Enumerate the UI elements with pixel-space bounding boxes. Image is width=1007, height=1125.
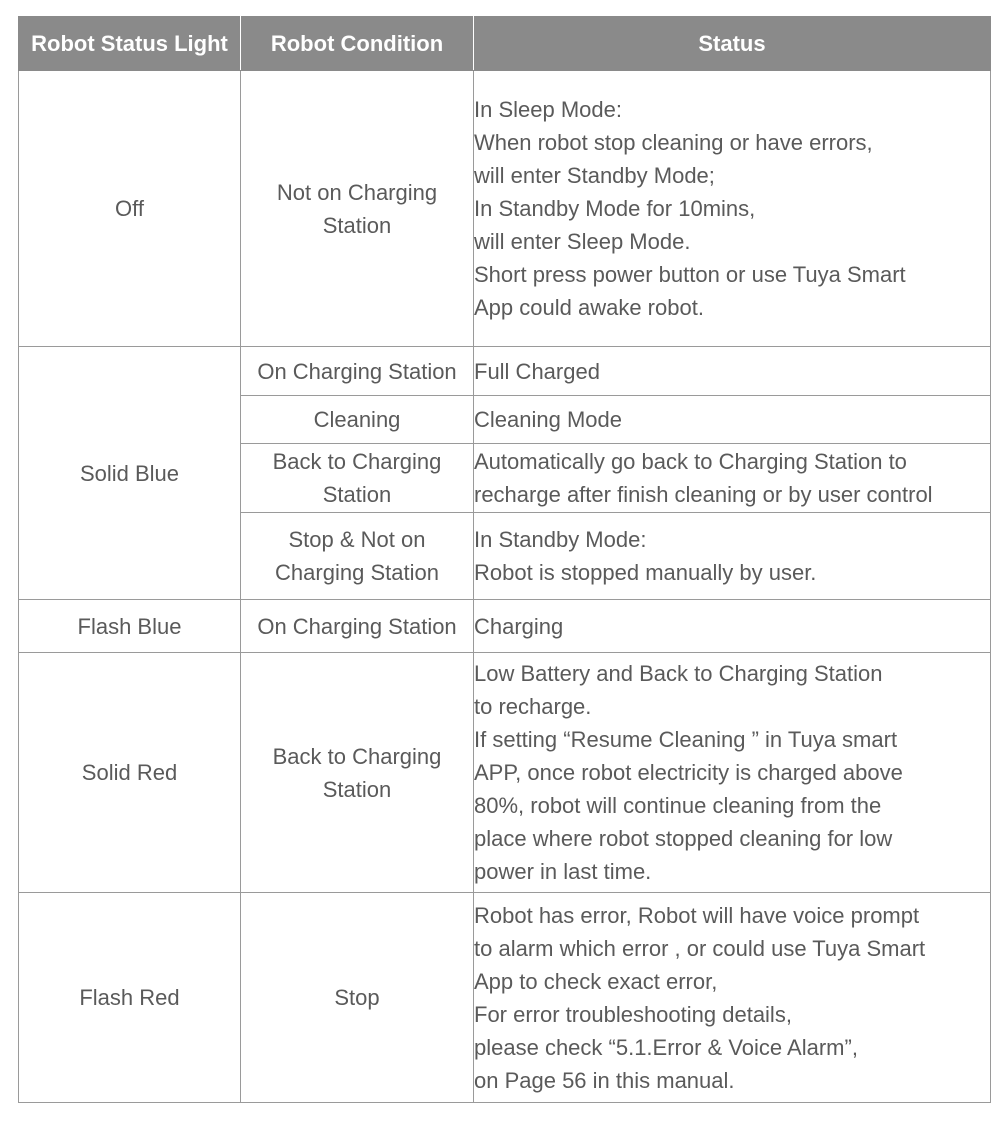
condition-line: Station [322,212,392,238]
status-cell [474,653,991,893]
status-cell [474,893,991,1103]
light-off: Off [19,71,241,347]
status-line: APP, once robot electricity is charged above [474,760,903,785]
status-line: App to check exact error, [474,968,718,994]
condition-cell [241,347,474,396]
status-line: power in last time. [474,859,652,884]
condition-line: Charging Station [275,560,439,585]
condition-cell [241,444,474,513]
status-line: In Sleep Mode: [474,97,622,122]
status-line: App could awake robot. [474,295,704,320]
condition-line: Back to Charging [272,449,442,474]
condition-line: Back to Charging [272,743,442,769]
condition-line: Station [322,776,392,802]
status-line: Robot has error, Robot will have voice prompt [474,902,920,928]
light-solid-red: Solid Red [19,653,241,893]
status-line: Robot is stopped manually by user. [474,560,817,585]
table-row [19,600,991,653]
status-line: If setting “Resume Cleaning ” in Tuya smart [474,727,898,752]
light-flash-blue: Flash Blue [19,600,241,653]
condition-line: Cleaning [313,407,401,432]
header-robot-condition: Robot Condition [241,17,474,71]
condition-cell [241,513,474,600]
status-line: Cleaning Mode [474,407,622,432]
table-row [19,347,991,396]
condition-line: Stop [334,985,380,1010]
header-status: Status [474,17,991,71]
status-cell [474,71,991,347]
status-line: please check “5.1.Error & Voice Alarm”, [474,1034,858,1060]
header-row [19,17,991,71]
status-cell [474,396,991,444]
table-row [19,893,991,1103]
condition-cell [241,396,474,444]
status-line: to alarm which error , or could use Tuya Smart [474,935,926,961]
condition-cell [241,893,474,1103]
condition-cell [241,653,474,893]
condition-cell [241,600,474,653]
table-row [19,653,991,893]
status-line: will enter Sleep Mode. [474,229,691,254]
status-line: Charging [474,613,564,639]
status-line: place where robot stopped cleaning for low [474,826,893,851]
status-line: to recharge. [474,694,592,719]
light-flash-red: Flash Red [19,893,241,1103]
status-line: Low Battery and Back to Charging Station [474,661,883,686]
table-row [19,71,991,347]
status-line: on Page 56 in this manual. [474,1067,735,1093]
status-cell [474,513,991,600]
status-line: recharge after finish cleaning or by user control [474,482,933,507]
status-line: Automatically go back to Charging Station to [474,449,907,474]
robot-status-table [18,16,991,1103]
status-line: When robot stop cleaning or have errors, [474,130,873,155]
light-solid-blue: Solid Blue [19,347,241,600]
condition-line: Station [322,482,392,507]
status-line: For error troubleshooting details, [474,1001,792,1027]
status-line: Short press power button or use Tuya Smart [474,262,906,287]
condition-line: Stop & Not on [288,527,426,552]
status-line: 80%, robot will continue cleaning from the [474,793,882,818]
status-line: In Standby Mode for 10mins, [474,196,756,221]
status-line: In Standby Mode: [474,527,647,552]
status-cell [474,347,991,396]
status-line: Full Charged [474,358,600,384]
status-line: will enter Standby Mode; [474,163,715,188]
condition-line: Not on Charging [276,179,438,205]
header-robot-status-light: Robot Status Light [19,17,241,71]
condition-line: On Charging Station [257,358,457,384]
status-cell [474,600,991,653]
status-cell [474,444,991,513]
condition-line: On Charging Station [257,613,457,639]
condition-cell [241,71,474,347]
